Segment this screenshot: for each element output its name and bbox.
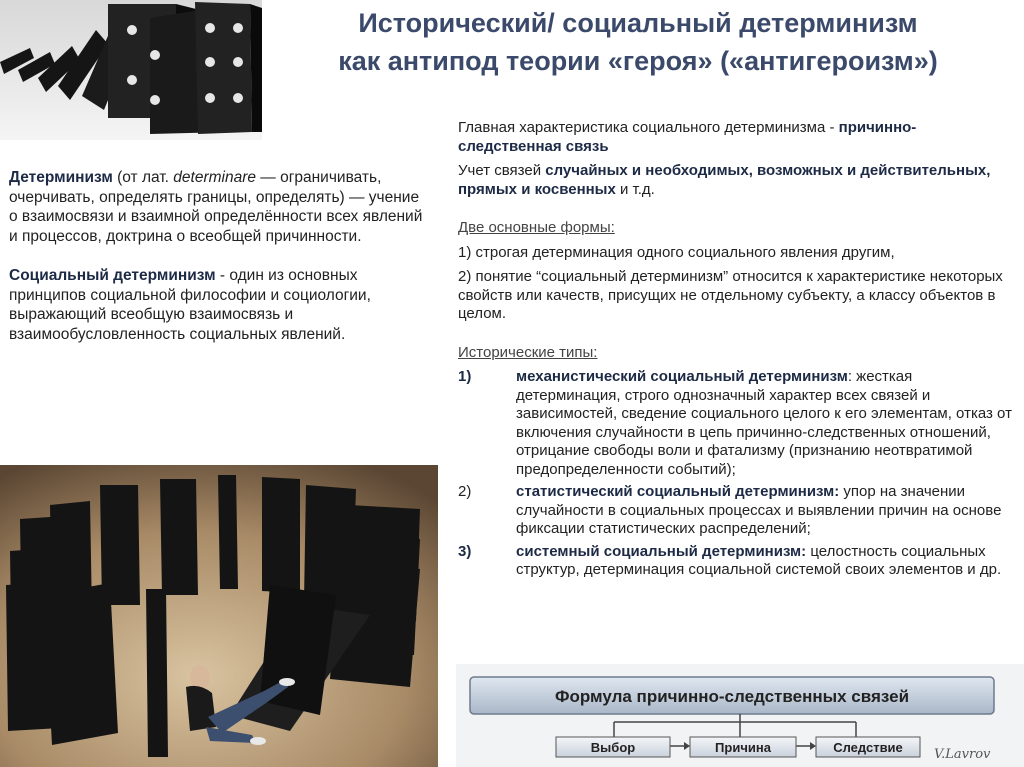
social-determinism-term: Социальный детерминизм bbox=[9, 267, 216, 284]
right-content bbox=[458, 119, 1018, 584]
forms-heading: Две основные формы: bbox=[458, 219, 615, 236]
signature: V.Lavrov bbox=[934, 747, 991, 762]
form-2: 2) понятие “социальный детерминизм” относится к характеристике некоторых свойств или качеств, присущих не отдельному субъекту, а классу объектов в целом. bbox=[458, 268, 1003, 322]
type-item: 3) системный социальный детерминизм: целостность социальных структур, детерминация социальной системой своих элементов и др. bbox=[458, 542, 1002, 578]
determinism-term: Детерминизм bbox=[9, 169, 113, 186]
left-definitions bbox=[9, 168, 429, 364]
box-cause-label: Причина bbox=[715, 740, 771, 755]
box-effect-label: Следствие bbox=[833, 740, 903, 755]
dominoes-image bbox=[0, 0, 262, 140]
links-text: Учет связей случайных и необходимых, возможных и действительных, прямых и косвенных и т.д. bbox=[458, 162, 991, 198]
main-characteristic: Главная характеристика социального детерминизма - причинно-следственная связь bbox=[458, 119, 917, 155]
title-line-2: как антипод теории «героя» («антигероизм») bbox=[338, 46, 938, 76]
domino-circle-image bbox=[0, 465, 438, 767]
cause-effect-diagram bbox=[456, 664, 1024, 767]
formula-title: Формула причинно-следственных связей bbox=[554, 687, 910, 706]
determinism-definition: Детерминизм (от лат. determinare — ограничивать, очерчивать, определять границы, определять) — учение о взаимосвязи и взаимной определённости всех явлений и процессов, доктрина о всеобщей причинности. bbox=[9, 169, 423, 245]
social-determinism-definition: Социальный детерминизм - один из основных принципов социальной философии и социологии, выражающий всеобщую взаимосвязь и взаимообусловленность социальных явлений. bbox=[9, 267, 371, 343]
type-item: 2) статистический социальный детерминизм: упор на значении случайности в социальных процессах и выявлении причин на основе фиксации статистических распределений; bbox=[458, 483, 1002, 537]
types-heading: Исторические типы: bbox=[458, 343, 598, 361]
page-title bbox=[268, 4, 1008, 80]
box-choice-label: Выбор bbox=[590, 740, 636, 755]
form-1: 1) строгая детерминация одного социального явления другим, bbox=[458, 243, 895, 261]
title-line-1: Исторический/ социальный детерминизм bbox=[358, 8, 918, 38]
type-item: 1) механистический социальный детерминизм: жесткая детерминация, строго однозначный характер всех связей и зависимостей, сведение социального целого к его элементам, отказ от включения случайности в цепь причинно-следственных отношений, отрицание свободы воли и фатализму (признанию неотвратимой предопределенности событий); bbox=[458, 368, 1012, 478]
